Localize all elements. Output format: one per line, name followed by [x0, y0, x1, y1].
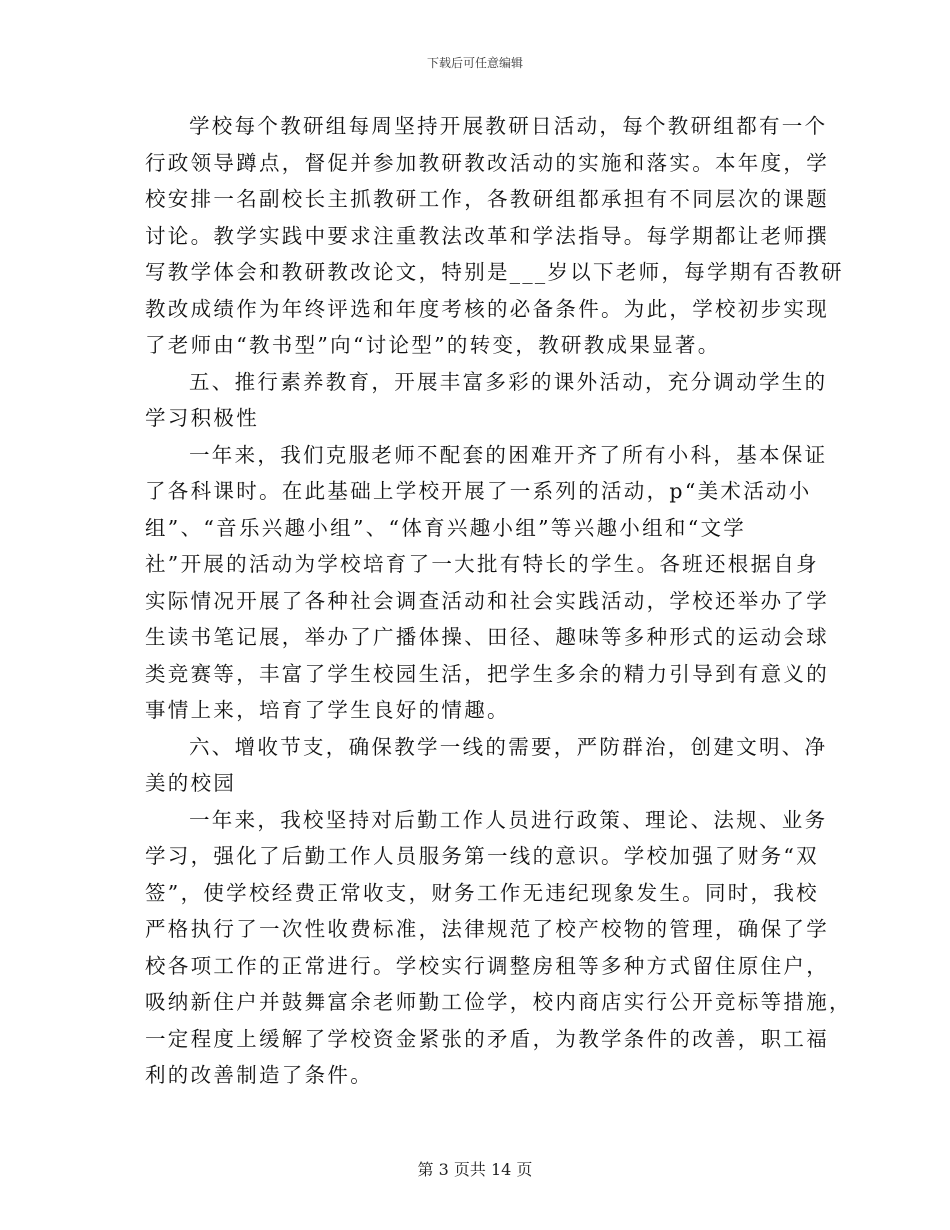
text-line: 五、推行素养教育，开展丰富多彩的课外活动，充分调动学生的	[189, 369, 828, 394]
text-line: 类竞赛等，丰富了学生校园生活，把学生多余的精力引导到有意义的	[145, 661, 829, 686]
text-line: 校各项工作的正常进行。学校实行调整房租等多种方式留住原住户，	[145, 953, 829, 978]
text-line: 吸纳新住户并鼓舞富余老师勤工俭学，校内商店实行公开竞标等措施，	[145, 990, 852, 1014]
page-number: 第 3 页共 14 页	[417, 1160, 533, 1179]
text-line: 讨论。教学实践中要求注重教法改革和学法指导。每学期都让老师撰	[145, 223, 829, 248]
text-line: 了各科课时。在此基础上学校开展了一系列的活动，p“美术活动小	[145, 479, 812, 503]
text-line: 学习积极性	[145, 406, 259, 430]
text-line: 事情上来，培育了学生良好的情趣。	[145, 698, 510, 722]
text-line: 校安排一名副校长主抓教研工作，各教研组都承担有不同层次的课题	[145, 187, 829, 211]
text-line: 一年来，我们克服老师不配套的困难开齐了所有小科，基本保证	[189, 442, 828, 467]
text-line: 写教学体会和教研教改论文，特别是___岁以下老师，每学期有否教研	[145, 260, 844, 284]
page-header: 下载后可任意编辑	[426, 56, 523, 70]
text-line: 教改成绩作为年终评选和年度考核的必备条件。为此，学校初步实现	[145, 296, 829, 321]
text-line: 组”、“音乐兴趣小组”、“体育兴趣小组”等兴趣小组和“文学	[145, 515, 747, 540]
text-line: 一定程度上缓解了学校资金紧张的矛盾，为教学条件的改善，职工福	[145, 1026, 829, 1051]
text-line: 社”开展的活动为学校培育了一大批有特长的学生。各班还根据自身	[145, 552, 819, 576]
text-line: 利的改善制造了条件。	[145, 1063, 373, 1087]
text-line: 严格执行了一次性收费标准，法律规范了校产校物的管理，确保了学	[145, 917, 829, 941]
text-line: 行政领导蹲点，督促并参加教研教改活动的实施和落实。本年度，学	[145, 150, 829, 175]
text-line: 实际情况开展了各种社会调查活动和社会实践活动，学校还举办了学	[145, 588, 829, 613]
text-line: 学校每个教研组每周坚持开展教研日活动，每个教研组都有一个	[189, 114, 828, 138]
text-line: 生读书笔记展，举办了广播体操、田径、趣味等多种形式的运动会球	[145, 625, 829, 649]
text-line: 一年来，我校坚持对后勤工作人员进行政策、理论、法规、业务	[189, 807, 828, 832]
text-line: 了老师由“教书型”向“讨论型”的转变，教研教成果显著。	[145, 333, 721, 357]
document-body	[145, 108, 852, 1094]
text-line: 学习，强化了后勤工作人员服务第一线的意识。学校加强了财务“双	[145, 844, 819, 868]
text-line: 美的校园	[145, 771, 237, 795]
text-line: 六、增收节支，确保教学一线的需要，严防群治，创建文明、净	[189, 734, 828, 759]
text-line: 签”，使学校经费正常收支，财务工作无违纪现象发生。同时，我校	[145, 880, 819, 905]
